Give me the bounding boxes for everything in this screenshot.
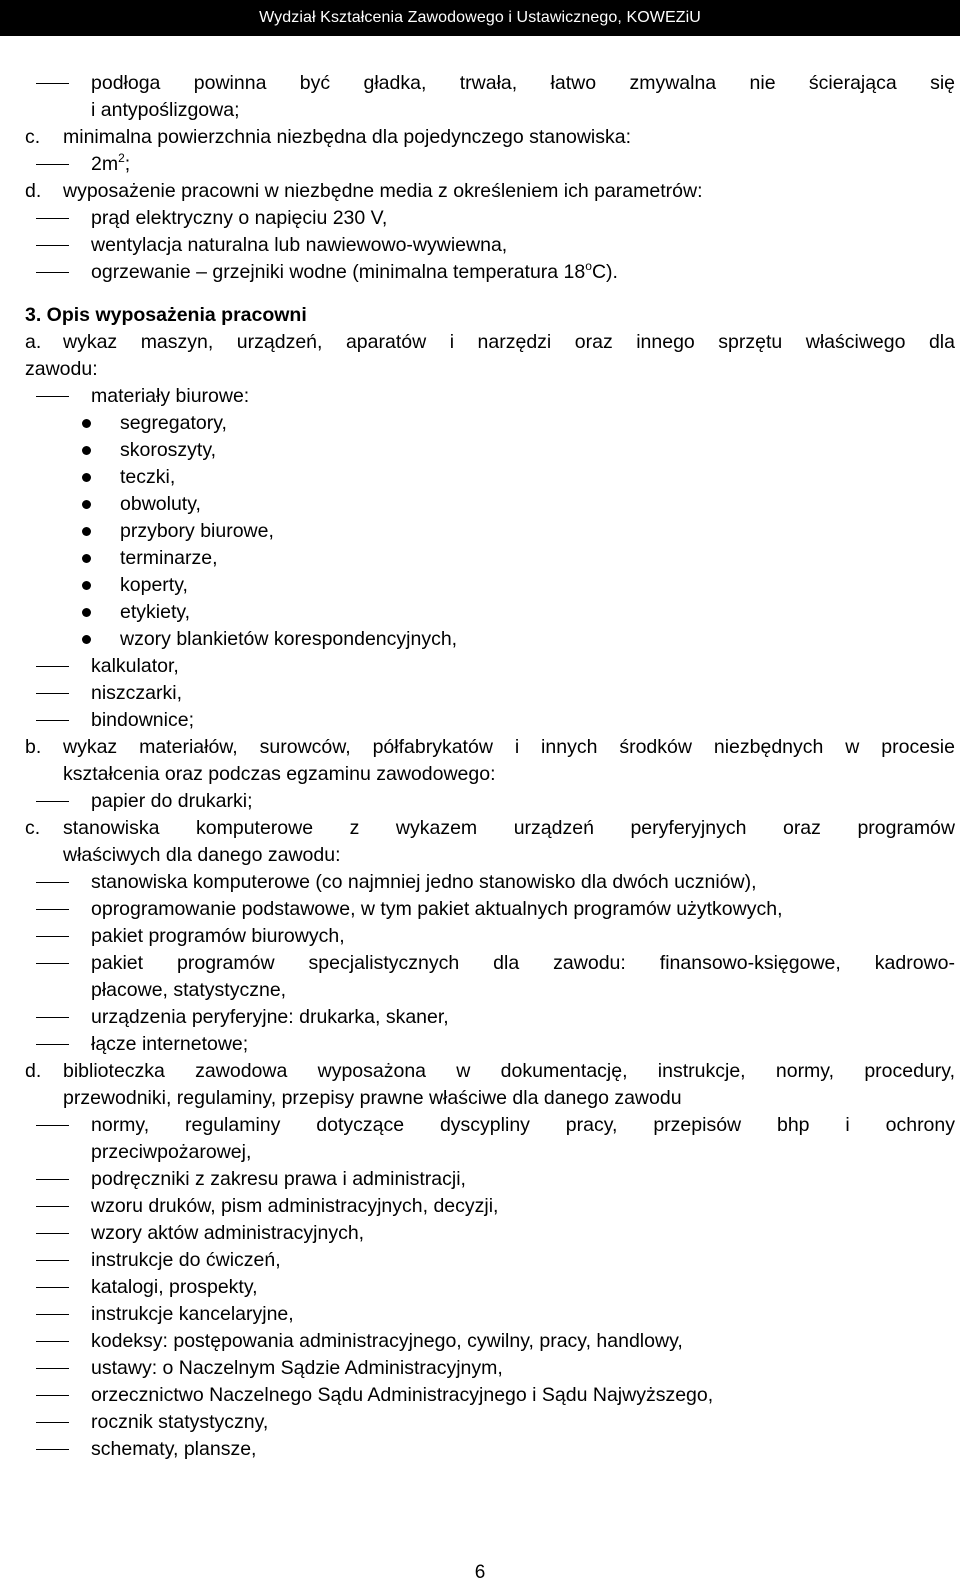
item-letter: b. — [25, 736, 42, 758]
list-item — [25, 1328, 955, 1355]
list-item — [25, 259, 955, 286]
list-item-text: przybory biurowe, — [120, 520, 274, 542]
list-item-text: łącze internetowe; — [91, 1033, 249, 1055]
lettered-item-continuation — [25, 356, 955, 383]
list-item — [25, 205, 955, 232]
dash-marker — [36, 1233, 69, 1234]
dash-marker — [36, 1287, 69, 1288]
dash-marker — [36, 218, 69, 219]
list-item-text: instrukcje kancelaryjne, — [91, 1303, 294, 1325]
list-item-text: wentylacja naturalna lub nawiewowo-wywiewna, — [91, 234, 508, 256]
item-text: wykaz materiałów, surowców, półfabrykatów i innych środków niezbędnych w procesie — [63, 736, 955, 758]
list-item-text: wzoru druków, pism administracyjnych, decyzji, — [91, 1195, 499, 1217]
list-item-text: materiały biurowe: — [91, 385, 250, 407]
list-item — [25, 1112, 955, 1139]
list-item — [25, 788, 955, 815]
dash-marker — [36, 1125, 69, 1126]
list-item-text: bindownice; — [91, 709, 194, 731]
list-item-text: stanowiska komputerowe (co najmniej jedno stanowisko dla dwóch uczniów), — [91, 871, 757, 893]
lettered-item — [25, 734, 955, 761]
list-item — [25, 518, 955, 545]
dash-marker — [36, 1044, 69, 1045]
bullet-marker — [82, 500, 91, 509]
list-item — [25, 1193, 955, 1220]
item-text: biblioteczka zawodowa wyposażona w dokumentację, instrukcje, normy, procedury, — [63, 1060, 955, 1082]
list-item-text: $2m^2$; — [91, 151, 131, 175]
item-letter: c. — [25, 126, 41, 148]
list-item — [25, 1004, 955, 1031]
item-text: minimalna powierzchnia niezbędna dla pojedynczego stanowiska: — [63, 126, 632, 148]
item-letter: d. — [25, 1060, 42, 1082]
list-item-continuation — [25, 97, 955, 124]
lettered-item — [25, 124, 955, 151]
list-item-text: podłoga powinna być gładka, trwała, łatwo zmywalna nie ścierająca się — [91, 72, 955, 94]
bullet-marker — [82, 581, 91, 590]
list-item — [25, 1031, 955, 1058]
dash-marker — [36, 1395, 69, 1396]
dash-marker — [36, 1260, 69, 1261]
item-text: stanowiska komputerowe z wykazem urządzeń peryferyjnych oraz programów — [63, 817, 955, 839]
bullet-marker — [82, 473, 91, 482]
list-item-text: instrukcje do ćwiczeń, — [91, 1249, 281, 1271]
list-item — [25, 653, 955, 680]
dash-marker — [36, 963, 69, 964]
dash-marker — [36, 164, 69, 165]
list-item-text: skoroszyty, — [120, 439, 217, 461]
lettered-item — [25, 1058, 955, 1085]
lettered-item — [25, 815, 955, 842]
library-list — [25, 1166, 955, 1463]
list-item — [25, 896, 955, 923]
item-text: zawodu: — [25, 358, 98, 380]
lettered-item — [25, 329, 955, 356]
item-letter: c. — [25, 817, 41, 839]
list-item — [25, 491, 955, 518]
office-supplies-list — [25, 410, 955, 653]
list-item — [25, 1247, 955, 1274]
list-item — [25, 1355, 955, 1382]
lettered-item — [25, 178, 955, 205]
list-item-text: i antypoślizgowa; — [91, 99, 240, 121]
list-item-text: podręczniki z zakresu prawa i administracji, — [91, 1168, 466, 1190]
list-item — [25, 545, 955, 572]
dash-marker — [36, 693, 69, 694]
list-item-text: ogrzewanie – grzejniki wodne (minimalna temperatura 18$^o$C). — [91, 259, 618, 283]
degree-superscript: o — [585, 259, 592, 273]
list-item-text: papier do drukarki; — [91, 790, 253, 812]
list-item — [25, 437, 955, 464]
list-item-text: katalogi, prospekty, — [91, 1276, 258, 1298]
list-item-text: oprogramowanie podstawowe, w tym pakiet aktualnych programów użytkowych, — [91, 898, 783, 920]
list-item — [25, 599, 955, 626]
dash-marker — [36, 272, 69, 273]
dash-marker — [36, 245, 69, 246]
list-item-text: urządzenia peryferyjne: drukarka, skaner, — [91, 1006, 449, 1028]
list-item-text: prąd elektryczny o napięciu 230 V, — [91, 207, 388, 229]
bullet-marker — [82, 554, 91, 563]
item-letter: d. — [25, 180, 42, 202]
lettered-item-continuation — [25, 842, 955, 869]
list-item-text: pakiet programów biurowych, — [91, 925, 345, 947]
list-item — [25, 869, 955, 896]
list-item — [25, 1220, 955, 1247]
item-text: właściwych dla danego zawodu: — [63, 844, 341, 866]
item-text: wyposażenie pracowni w niezbędne media z określeniem ich parametrów: — [63, 180, 703, 202]
item-text: przewodniki, regulaminy, przepisy prawne właściwe dla danego zawodu — [63, 1087, 682, 1109]
list-item — [25, 151, 955, 178]
lettered-item-continuation — [25, 761, 955, 788]
list-item-text: terminarze, — [120, 547, 218, 569]
item-text: wykaz maszyn, urządzeń, aparatów i narzędzi oraz innego sprzętu właściwego dla — [63, 331, 955, 353]
list-item — [25, 70, 955, 97]
list-item — [25, 626, 955, 653]
list-item — [25, 383, 955, 410]
lettered-item-continuation — [25, 1085, 955, 1112]
list-item-text: etykiety, — [120, 601, 191, 623]
dash-marker — [36, 1422, 69, 1423]
dash-marker — [36, 1179, 69, 1180]
list-item-text: kodeksy: postępowania administracyjnego, cywilny, pracy, handlowy, — [91, 1330, 683, 1352]
list-item — [25, 410, 955, 437]
list-item-text: niszczarki, — [91, 682, 183, 704]
list-item-text: wzory aktów administracyjnych, — [91, 1222, 365, 1244]
list-item — [25, 1166, 955, 1193]
list-item-text: rocznik statystyczny, — [91, 1411, 269, 1433]
list-item-text: normy, regulaminy dotyczące dyscypliny pracy, przepisów bhp i ochrony — [91, 1114, 955, 1136]
list-item — [25, 680, 955, 707]
bullet-marker — [82, 527, 91, 536]
page-number: 6 — [474, 1562, 486, 1583]
list-item-text: kalkulator, — [91, 655, 179, 677]
bullet-marker — [82, 419, 91, 428]
list-item-text: płacowe, statystyczne, — [91, 979, 287, 1001]
list-item-text: przeciwpożarowej, — [91, 1141, 252, 1163]
list-item-text: wzory blankietów korespondencyjnych, — [120, 628, 458, 650]
dash-marker — [36, 666, 69, 667]
list-item — [25, 572, 955, 599]
dash-marker — [36, 801, 69, 802]
dash-marker — [36, 1341, 69, 1342]
section-heading: 3. Opis wyposażenia pracowni — [25, 304, 307, 326]
list-item-text: orzecznictwo Naczelnego Sądu Administracyjnego i Sądu Najwyższego, — [91, 1384, 714, 1406]
list-item-text: ustawy: o Naczelnym Sądzie Administracyjnym, — [91, 1357, 503, 1379]
list-item-continuation — [25, 977, 955, 1004]
list-item-text: koperty, — [120, 574, 188, 596]
list-item-text: segregatory, — [120, 412, 227, 434]
list-item-text: pakiet programów specjalistycznych dla zawodu: finansowo-księgowe, kadrowo- — [91, 952, 955, 974]
document-body — [25, 70, 955, 1463]
dash-marker — [36, 1206, 69, 1207]
bullet-marker — [82, 446, 91, 455]
list-item — [25, 1274, 955, 1301]
list-item-text: schematy, plansze, — [91, 1438, 257, 1460]
dash-marker — [36, 909, 69, 910]
dash-marker — [36, 1314, 69, 1315]
superscript: 2 — [118, 151, 125, 165]
bullet-marker — [82, 608, 91, 617]
list-item-text: teczki, — [120, 466, 176, 488]
item-text: kształcenia oraz podczas egzaminu zawodowego: — [63, 763, 496, 785]
dash-marker — [36, 1017, 69, 1018]
dash-marker — [36, 1368, 69, 1369]
list-item — [25, 707, 955, 734]
list-item — [25, 1382, 955, 1409]
header-title: Wydział Kształcenia Zawodowego i Ustawicznego, KOWEZiU — [259, 9, 701, 26]
dash-marker — [36, 83, 69, 84]
item-letter: a. — [25, 331, 42, 353]
list-item — [25, 950, 955, 977]
list-item — [25, 1301, 955, 1328]
list-item — [25, 1409, 955, 1436]
list-item — [25, 1436, 955, 1463]
list-item-text: obwoluty, — [120, 493, 201, 515]
dash-marker — [36, 396, 69, 397]
dash-marker — [36, 720, 69, 721]
bullet-marker — [82, 635, 91, 644]
dash-marker — [36, 882, 69, 883]
page-header — [0, 0, 960, 36]
list-item — [25, 232, 955, 259]
dash-marker — [36, 1449, 69, 1450]
dash-marker — [36, 936, 69, 937]
list-item-continuation — [25, 1139, 955, 1166]
list-item — [25, 464, 955, 491]
list-item — [25, 923, 955, 950]
